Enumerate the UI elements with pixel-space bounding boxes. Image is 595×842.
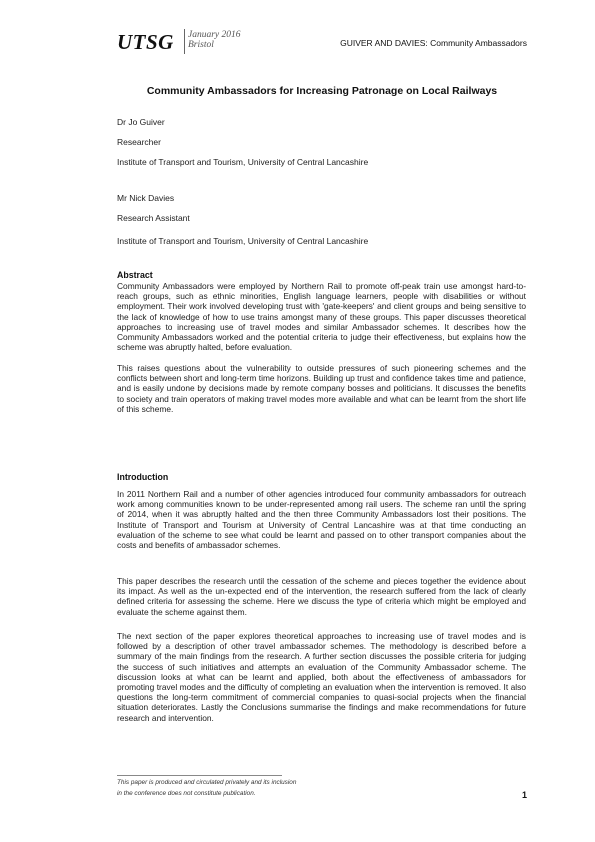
author-role: Researcher [117,137,161,147]
author-name: Dr Jo Guiver [117,117,165,127]
footnote-divider [117,775,282,776]
author-affiliation: Institute of Transport and Tourism, University of Central Lancashire [117,157,369,167]
intro-paragraph: In 2011 Northern Rail and a number of other agencies introduced four community ambassadors for outreach work among communities known to be under-represented among rail users. The scheme ran until the spring of 2014, when it was abruptly halted and the then three Community Ambassadors lost their positions. The Institute of Transport and Tourism at University of Central Lancashire was at that time conducting an evaluation of the scheme to see what could be learnt and passed on to other transport companies about the costs and benefits of ambassador schemes. [117,489,526,551]
page-number: 1 [521,790,527,800]
intro-paragraph: This paper describes the research until the cessation of the scheme and pieces together the evidence about its impact. As well as the un-expected end of the intervention, the research suffered from the lack of clearly defined criteria for assessing the scheme. Here we discuss the type of criteria which might be employed and evaluate the scheme against them. [117,576,526,617]
conference-date [188,30,241,50]
author-affiliation: Institute of Transport and Tourism, University of Central Lancashire [117,236,369,246]
abstract-heading: Abstract [117,270,153,280]
introduction-heading: Introduction [117,472,169,482]
paper-title: Community Ambassadors for Increasing Patronage on Local Railways [146,85,498,97]
author-name: Mr Nick Davies [117,193,175,203]
conference-date-line: January 2016 [188,30,241,40]
footnote-line: in the conference does not constitute publication. [117,789,256,797]
intro-paragraph: The next section of the paper explores theoretical approaches to increasing use of travel modes and is followed by a description of other travel ambassador schemes. The methodology is described before a summary of the main findings from the research. A further section discusses the possible criteria for judging the success of such initiatives and attempts an evaluation of the Community Ambassador scheme. The discussion looks at what can be learnt and applied, both about the effectiveness of ambassadors for promoting travel modes and the difficulty of completing an evaluation when the intervention is removed. It also questions the long-term commitment of commercial companies to quasi-social projects when the financial situation deteriorates. Lastly the Conclusions summarise the findings and make recommendations for future research and intervention. [117,631,526,723]
footnote [117,778,377,799]
page-header [117,26,527,56]
author-role: Research Assistant [117,213,190,223]
abstract-paragraph: Community Ambassadors were employed by Northern Rail to promote off-peak train use amongst hard-to-reach groups, such as ethnic minorities, English language learners, people with disabilities or without employment. Their work involved developing trust with 'gate-keepers' and client groups and being sensitive to the lack of knowledge of how to use trains amongst many of these groups. This paper discusses theoretical approaches to increasing use of travel modes and similar Ambassador schemes. It describes how the Community Ambassadors worked and the potential criteria to judge their effectiveness, but explains how the scheme was abruptly halted, before evaluation. [117,281,526,353]
conference-location-line: Bristol [188,40,214,50]
abstract-paragraph: This raises questions about the vulnerability to outside pressures of such pioneering schemes and the conflicts between short and long-term time horizons. Building up trust and confidence takes time and patience, and is easily undone by decisions made by remote company bosses and politicians. It discusses the benefits to society and train operators of making travel modes more available and what can be learnt from the short life of this scheme. [117,363,526,414]
utsg-logo: UTSG [117,30,174,54]
footnote-line: This paper is produced and circulated privately and its inclusion [117,779,297,786]
running-head: GUIVER AND DAVIES: Community Ambassadors [340,38,527,48]
logo-divider [184,29,185,54]
